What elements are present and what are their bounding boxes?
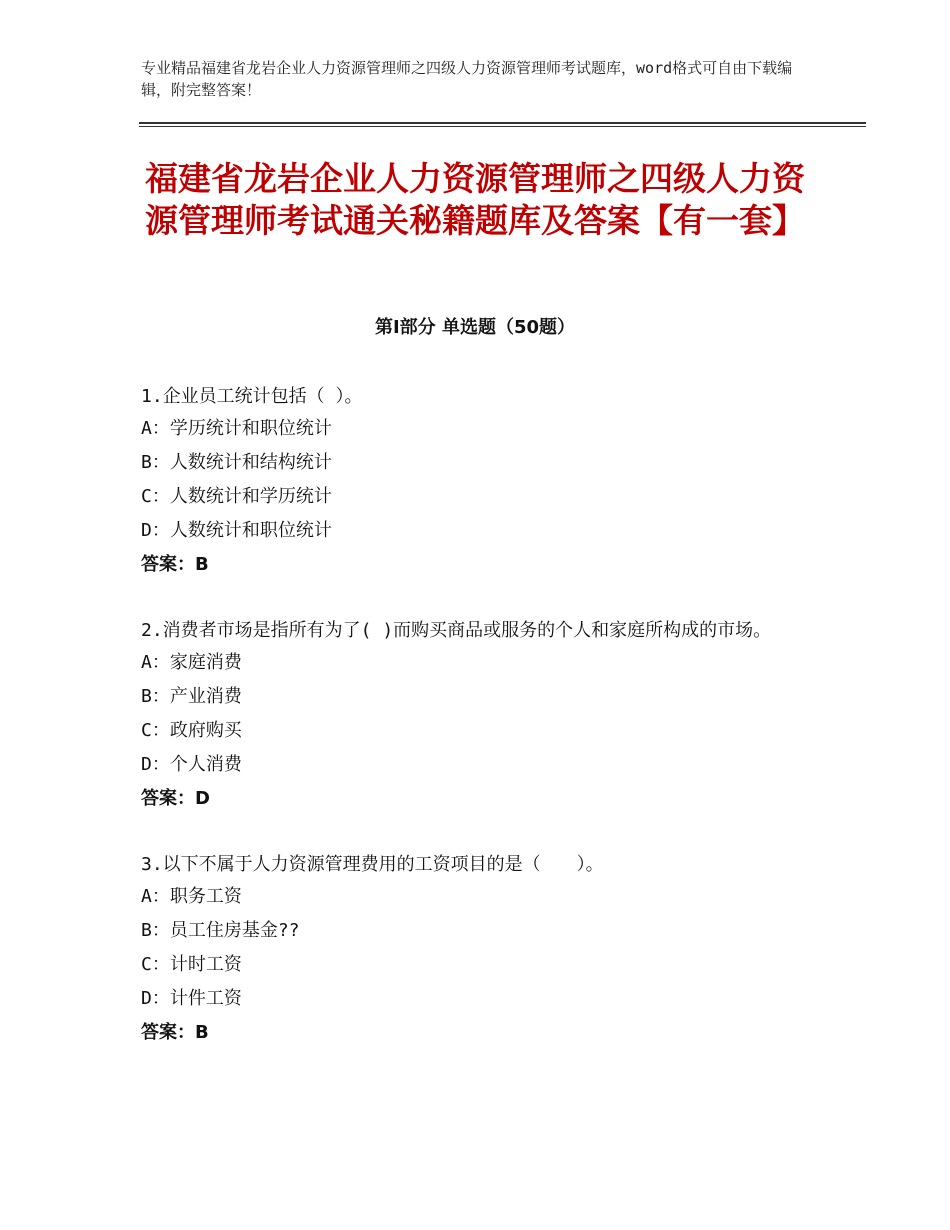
question-2 — [141, 615, 821, 816]
question-3 — [141, 849, 821, 1050]
header-divider — [139, 122, 866, 127]
answer-label: 答案：B — [141, 554, 209, 575]
document-title: 福建省龙岩企业人力资源管理师之四级人力资源管理师考试通关秘籍题库及答案【有一套】 — [145, 159, 805, 240]
option-b: B：人数统计和结构统计 — [141, 452, 332, 473]
option-a: A：学历统计和职位统计 — [141, 418, 332, 439]
question-1 — [141, 381, 821, 582]
header-note: 专业精品福建省龙岩企业人力资源管理师之四级人力资源管理师考试题库，word格式可自由下载编辑，附完整答案！ — [141, 59, 793, 99]
question-stem: 2.消费者市场是指所有为了( )而购买商品或服务的个人和家庭所构成的市场。 — [141, 620, 772, 641]
question-stem: 3.以下不属于人力资源管理费用的工资项目的是（ ）。 — [141, 854, 604, 875]
option-c: C：计时工资 — [141, 954, 242, 975]
option-a: A：家庭消费 — [141, 652, 242, 673]
option-d: D：个人消费 — [141, 754, 242, 775]
answer-label: 答案：B — [141, 1022, 209, 1043]
answer-label: 答案：D — [141, 788, 210, 809]
section-title: 第Ⅰ部分 单选题（50题） — [374, 317, 575, 338]
option-b: B：产业消费 — [141, 686, 242, 707]
question-list — [141, 381, 821, 1083]
option-d: D：人数统计和职位统计 — [141, 520, 332, 541]
option-c: C：政府购买 — [141, 720, 242, 741]
option-b: B：员工住房基金?? — [141, 920, 300, 941]
option-d: D：计件工资 — [141, 988, 242, 1009]
option-a: A：职务工资 — [141, 886, 242, 907]
option-c: C：人数统计和学历统计 — [141, 486, 332, 507]
question-stem: 1.企业员工统计包括（ ）。 — [141, 386, 363, 407]
